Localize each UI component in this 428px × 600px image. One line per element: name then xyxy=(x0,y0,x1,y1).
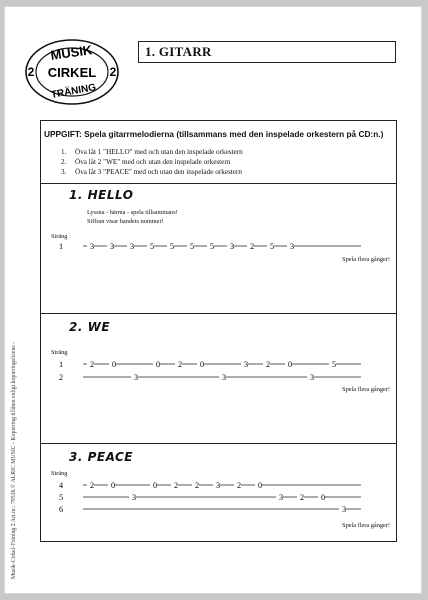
fret-number: 2 xyxy=(250,242,255,251)
fret-number: 3 xyxy=(279,493,284,502)
tablature-staff xyxy=(41,184,398,314)
page-title: 1. GITARR xyxy=(138,41,396,63)
instruction-note: Lyssna - härma - spela tillsammans! Siffran visar bandets nummer! xyxy=(87,209,178,225)
task-list xyxy=(61,148,243,177)
fret-number: 3 xyxy=(216,481,221,490)
copyright-side-text: Musik-Cirkel-Träning 2 Art.nr.: 79536 © ALRIC MUSIC - Kopiering tillåten enligt kopieringslicens - xyxy=(11,341,17,579)
string-label: Sträng xyxy=(51,233,68,240)
fret-number: 5 xyxy=(150,242,155,251)
task-title: UPPGIFT: Spela gitarrmelodierna (tillsammans med den inspelade orkestern på CD:n.) xyxy=(44,129,384,139)
fret-number: 0 xyxy=(321,493,326,502)
fret-number: 2 xyxy=(195,481,200,490)
fret-number: 5 xyxy=(332,360,337,369)
fret-number: 5 xyxy=(170,242,175,251)
task-item: 1. Öva låt 1 "HELLO" med och utan den inspelade orkestern xyxy=(61,148,243,156)
logo-left-number: 2 xyxy=(27,65,35,79)
fret-number: 3 xyxy=(130,242,135,251)
fret-number: 2 xyxy=(300,493,305,502)
logo-bottom-text: TRÄNING xyxy=(50,82,97,101)
exercise-box xyxy=(40,120,397,542)
task-header xyxy=(41,121,396,184)
worksheet-page xyxy=(4,6,422,594)
string-number: 6 xyxy=(59,505,64,514)
fret-number: 3 xyxy=(90,242,95,251)
string-label: Sträng xyxy=(51,349,68,356)
fret-number: 3 xyxy=(244,360,249,369)
fret-number: 3 xyxy=(342,505,347,514)
repeat-instruction: Spela flera gånger! xyxy=(342,256,390,263)
task-item: 3. Öva låt 3 "PEACE" med och utan den inspelade orkestern xyxy=(61,167,242,176)
fret-number: 0 xyxy=(112,360,117,369)
fret-number: 0 xyxy=(153,481,158,490)
string-number: 2 xyxy=(59,373,64,382)
musik-cirkel-traning-logo xyxy=(23,37,121,107)
string-number: 5 xyxy=(59,493,64,502)
fret-number: 5 xyxy=(270,242,275,251)
fret-number: 2 xyxy=(237,481,242,490)
string-number: 4 xyxy=(59,481,64,490)
fret-number: 3 xyxy=(134,373,139,382)
repeat-instruction: Spela flera gånger! xyxy=(342,386,390,393)
fret-number: 0 xyxy=(258,481,263,490)
fret-number: 2 xyxy=(90,360,95,369)
fret-number: 3 xyxy=(110,242,115,251)
string-number: 1 xyxy=(59,360,64,369)
song-title: 3. PEACE xyxy=(69,450,133,464)
fret-number: 2 xyxy=(174,481,179,490)
fret-number: 0 xyxy=(200,360,205,369)
fret-number: 5 xyxy=(190,242,195,251)
fret-number: 3 xyxy=(230,242,235,251)
task-item: 2. Öva låt 2 "WE" med och utan den inspelade orkestern xyxy=(61,157,231,166)
logo-top-text: MUSIK xyxy=(49,42,94,63)
tablature-staff xyxy=(41,314,398,444)
fret-number: 3 xyxy=(222,373,227,382)
repeat-instruction: Spela flera gånger! xyxy=(342,522,390,529)
song-section-we xyxy=(41,314,396,444)
logo-middle-text: CIRKEL xyxy=(47,65,97,80)
song-section-hello xyxy=(41,184,396,314)
fret-number: 3 xyxy=(310,373,315,382)
fret-number: 0 xyxy=(156,360,161,369)
song-title: 2. WE xyxy=(69,320,111,334)
logo-right-number: 2 xyxy=(109,65,117,79)
fret-number: 0 xyxy=(111,481,116,490)
fret-number: 2 xyxy=(178,360,183,369)
song-title: 1. HELLO xyxy=(69,188,134,202)
fret-number: 3 xyxy=(290,242,295,251)
fret-number: 2 xyxy=(266,360,271,369)
fret-number: 2 xyxy=(90,481,95,490)
string-number: 1 xyxy=(59,242,64,251)
song-section-peace xyxy=(41,444,396,543)
fret-number: 5 xyxy=(210,242,215,251)
fret-number: 0 xyxy=(288,360,293,369)
string-label: Sträng xyxy=(51,470,68,477)
fret-number: 3 xyxy=(132,493,137,502)
